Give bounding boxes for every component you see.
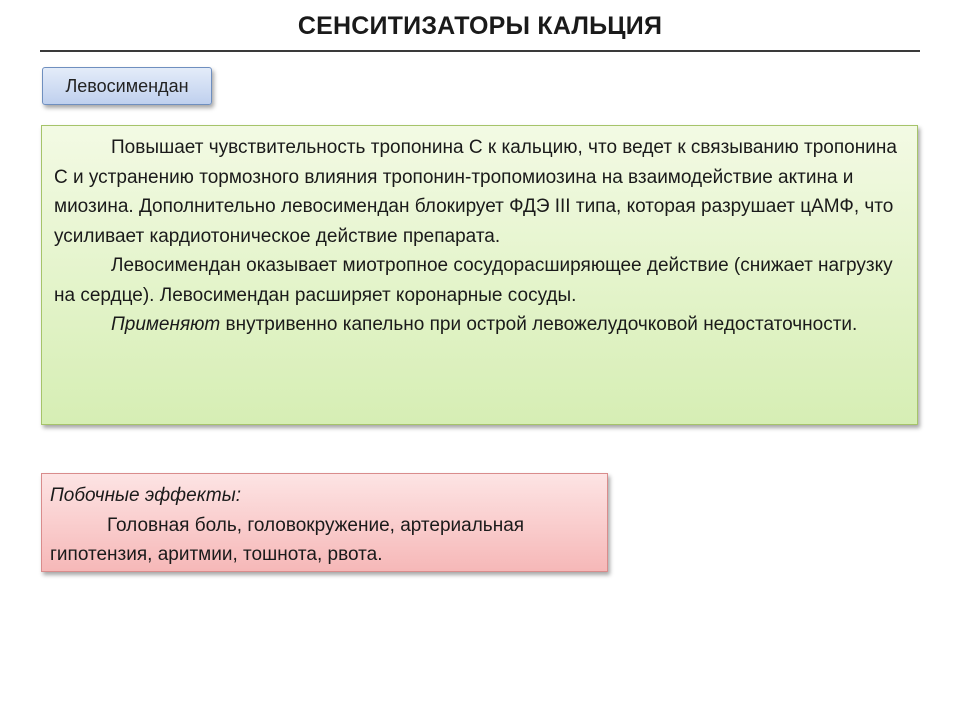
description-paragraph-1: Повышает чувствительность тропонина С к кальцию, что ведет к связыванию тропонина С и устранению тормозного влияния тропонин-тропомиозина на взаимодействие актина и миозина. Дополнительно левосимендан блокирует ФДЭ III типа, которая разрушает цАМФ, что усиливает кардиотоническое действие препарата. xyxy=(54,137,897,247)
usage-text: внутривенно капельно при острой левожелудочковой недостаточности. xyxy=(220,314,858,335)
slide-title: СЕНСИТИЗАТОРЫ КАЛЬЦИЯ xyxy=(297,12,663,40)
usage-emphasis: Применяют xyxy=(111,314,221,335)
title-underline xyxy=(40,50,920,52)
side-effects-text: Головная боль, головокружение, артериальная гипотензия, аритмии, тошнота, рвота. xyxy=(50,514,525,565)
description-paragraph-3 xyxy=(54,310,903,340)
side-effects-box xyxy=(41,473,608,572)
side-effects-heading: Побочные эффекты: xyxy=(50,485,241,506)
drug-name-label: Левосимендан xyxy=(42,67,212,105)
description-box xyxy=(41,125,918,425)
description-paragraph-2: Левосимендан оказывает миотропное сосудорасширяющее действие (снижает нагрузку на сердце). Левосимендан расширяет коронарные сосуды. xyxy=(54,255,893,306)
